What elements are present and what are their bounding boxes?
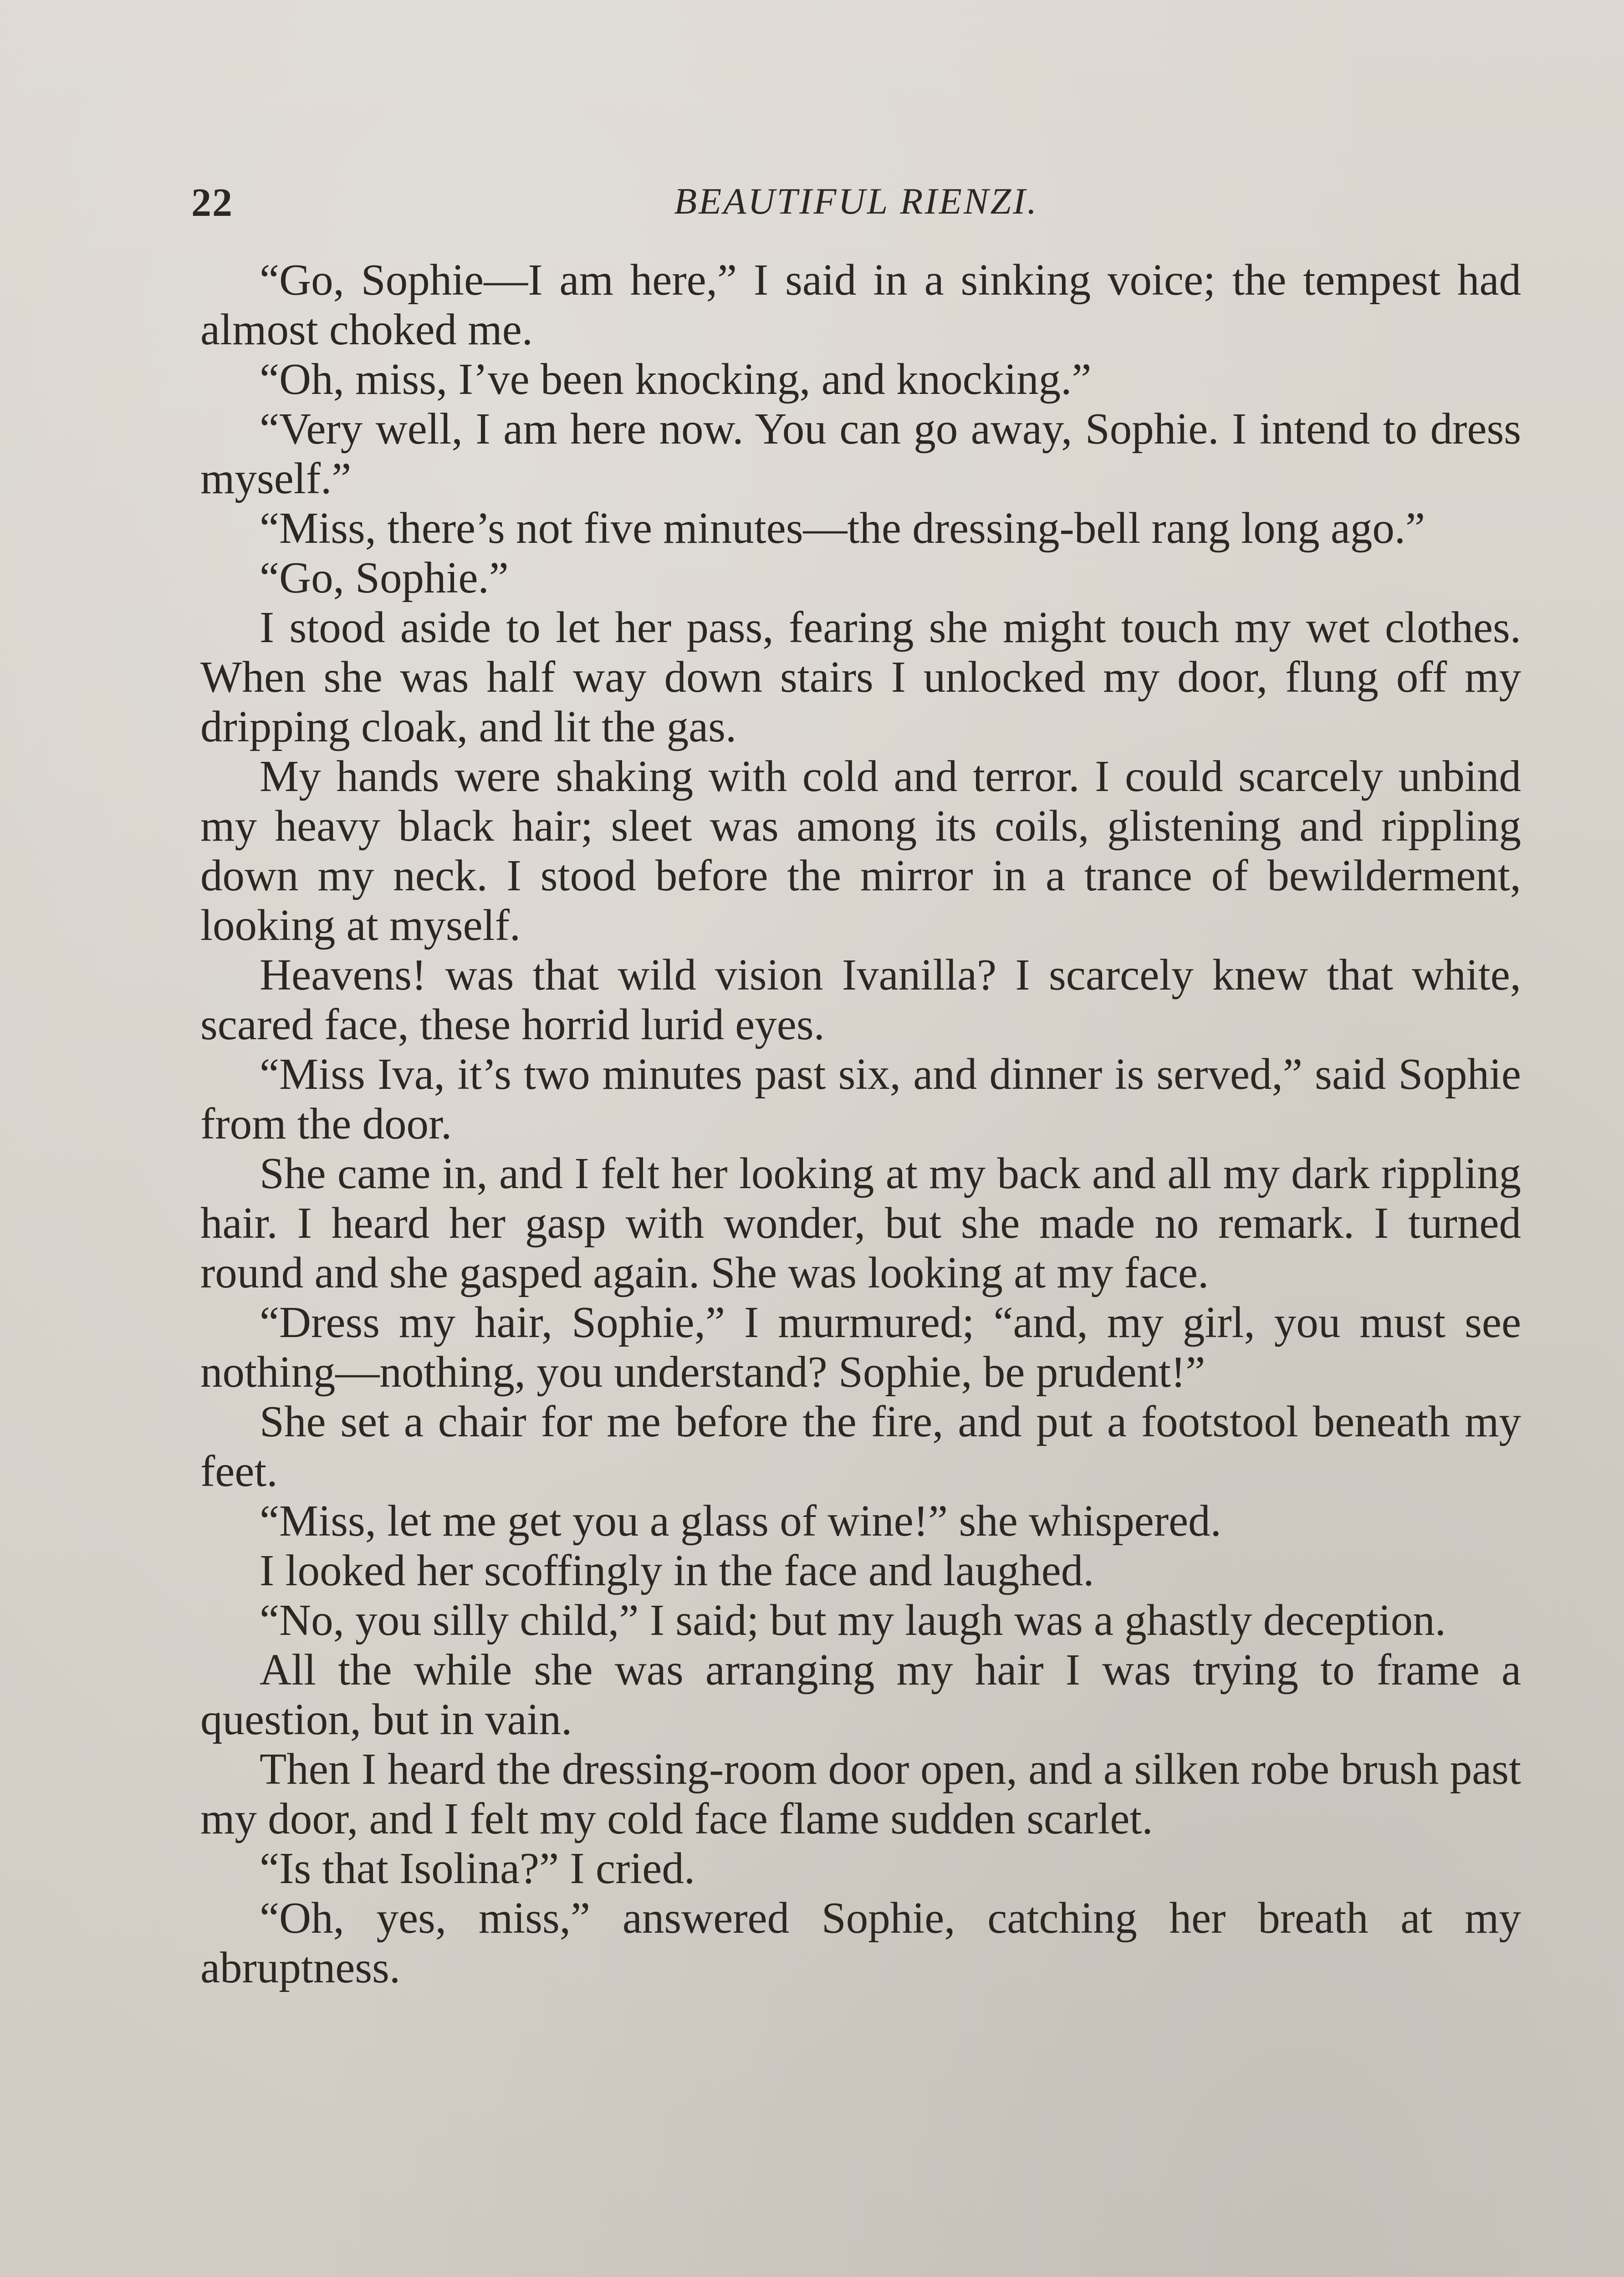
paragraph: Heavens! was that wild vision Ivanilla? I scarcely knew that white, scared face, these horrid lurid eyes.	[200, 950, 1521, 1049]
paragraph: “Miss Iva, it’s two minutes past six, and dinner is served,” said Sophie from the door.	[200, 1050, 1521, 1148]
page-number: 22	[191, 181, 233, 225]
paragraph: “Is that Isolina?” I cried.	[260, 1844, 695, 1893]
paragraph: I stood aside to let her pass, fearing she might touch my wet clothes. When she was half way down stairs I unlocked my door, flung off my dripping cloak, and lit the gas.	[200, 603, 1521, 751]
paragraph: “Very well, I am here now. You can go away, Sophie. I intend to dress myself.”	[200, 404, 1521, 503]
paragraph: “No, you silly child,” I said; but my laugh was a ghastly deception.	[260, 1596, 1446, 1644]
paragraph: “Go, Sophie—I am here,” I said in a sinking voice; the tempest had almost choked me.	[200, 255, 1521, 354]
paragraph: “Go, Sophie.”	[260, 553, 509, 602]
paragraph: She set a chair for me before the fire, and put a footstool beneath my feet.	[200, 1397, 1521, 1496]
running-head: BEAUTIFUL RIENZI.	[674, 180, 1038, 222]
paragraph: “Miss, there’s not five minutes—the dressing-bell rang long ago.”	[260, 504, 1425, 552]
page-header	[191, 180, 1521, 230]
body-text	[200, 255, 1521, 1992]
paragraph: I looked her scoffingly in the face and laughed.	[260, 1546, 1094, 1595]
paragraph: She came in, and I felt her looking at my back and all my dark rippling hair. I heard her gasp with wonder, but she made no remark. I turned round and she gasped again. She was looking at my face.	[200, 1149, 1521, 1297]
paragraph: “Oh, yes, miss,” answered Sophie, catching her breath at my abruptness.	[200, 1894, 1521, 1992]
paragraph: All the while she was arranging my hair I was trying to frame a question, but in vain.	[200, 1645, 1521, 1744]
paragraph: “Miss, let me get you a glass of wine!” she whispered.	[260, 1496, 1221, 1545]
paragraph: Then I heard the dressing-room door open, and a silken robe brush past my door, and I felt my cold face flame sudden scarlet.	[200, 1745, 1521, 1843]
paragraph: “Oh, miss, I’ve been knocking, and knocking.”	[260, 355, 1092, 403]
paragraph: “Dress my hair, Sophie,” I murmured; “and, my girl, you must see nothing—nothing, you understand? Sophie, be prudent!”	[200, 1298, 1521, 1396]
paragraph: My hands were shaking with cold and terror. I could scarcely unbind my heavy black hair; sleet was among its coils, glistening and rippling down my neck. I stood before the mirror in a trance of bewilderment, looking at myself.	[200, 752, 1521, 950]
